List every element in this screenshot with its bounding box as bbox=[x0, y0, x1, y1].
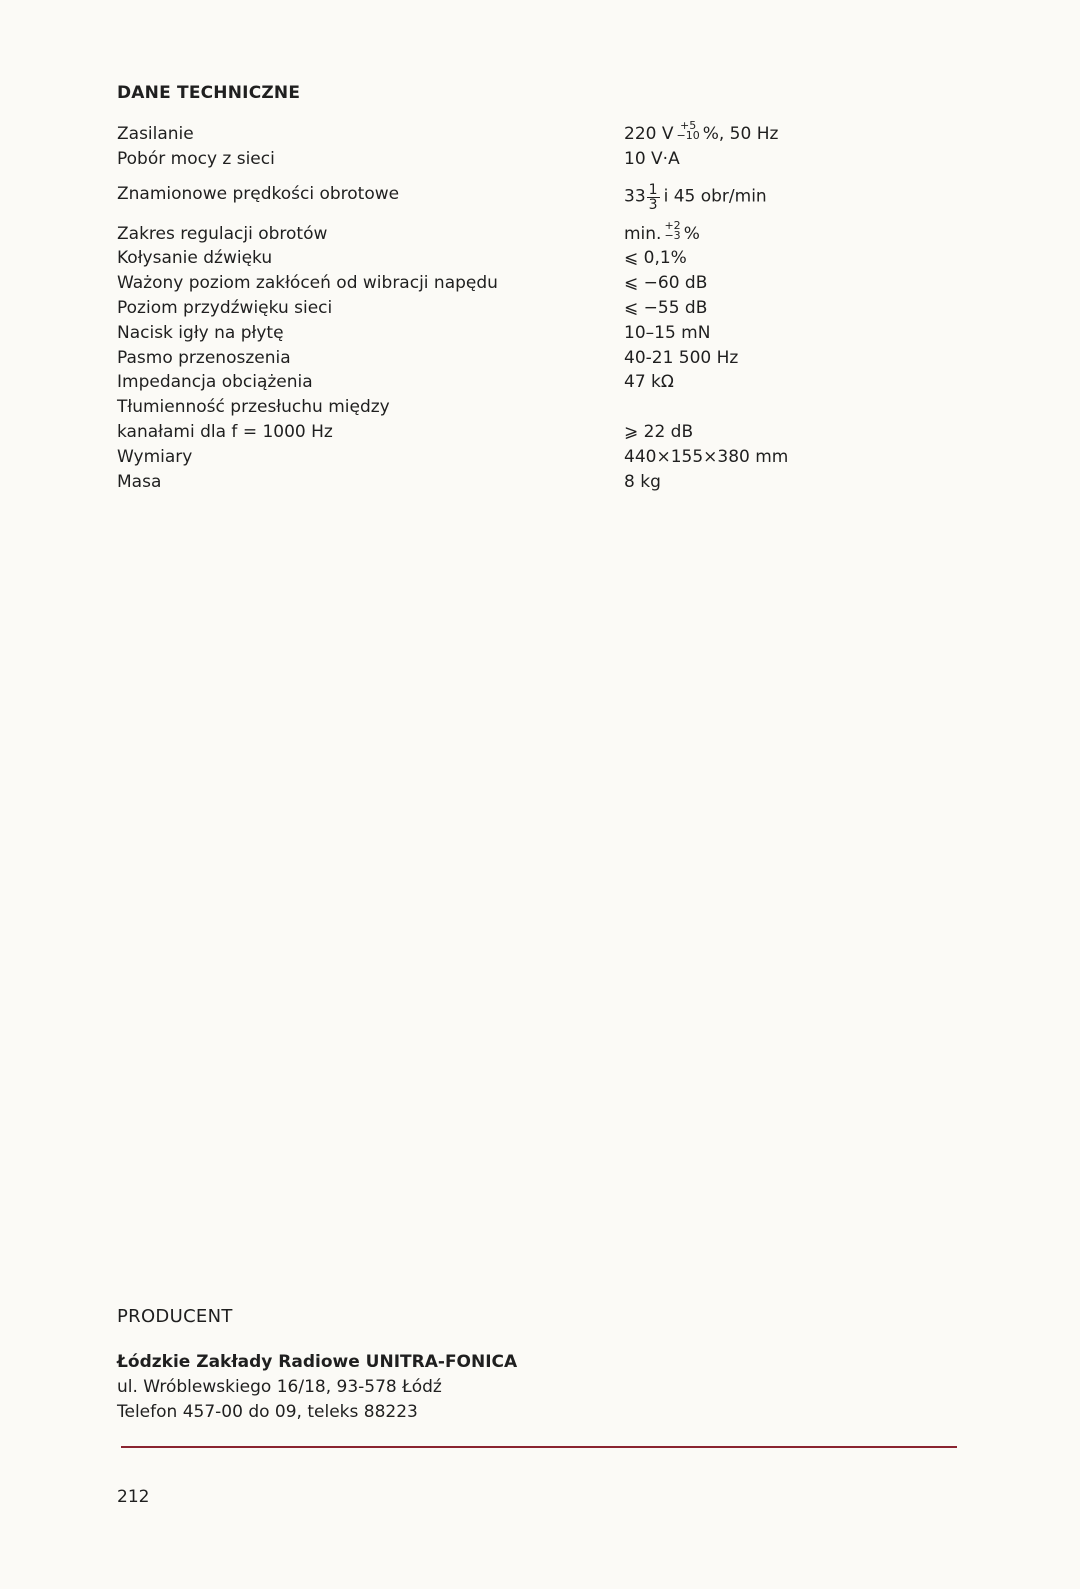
spec-value: ⩽ 0,1% bbox=[624, 248, 687, 269]
spec-value: 8 kg bbox=[624, 471, 661, 492]
spec-value: 10–15 mN bbox=[624, 322, 711, 343]
spec-value: 40-21 500 Hz bbox=[624, 347, 739, 368]
spec-value: ⩽ −60 dB bbox=[624, 273, 708, 294]
spec-label: Znamionowe prędkości obrotowe bbox=[117, 183, 400, 204]
page-number: 212 bbox=[117, 1487, 150, 1507]
producer-heading: PRODUCENT bbox=[117, 1306, 233, 1327]
spec-value bbox=[624, 218, 700, 247]
section-heading: DANE TECHNICZNE bbox=[117, 83, 301, 103]
tolerance bbox=[664, 218, 681, 242]
spec-label: kanałami dla f = 1000 Hz bbox=[117, 421, 333, 442]
spec-row-power-supply bbox=[117, 119, 857, 147]
fraction-numerator: 1 bbox=[648, 181, 658, 198]
spec-row-mass bbox=[117, 470, 857, 495]
spec-label: Impedancja obciążenia bbox=[117, 372, 313, 393]
spec-row-power-consumption bbox=[117, 147, 857, 172]
spec-row-hum-level bbox=[117, 296, 857, 321]
fraction bbox=[647, 183, 660, 212]
spec-value bbox=[624, 119, 779, 147]
value-suffix: %, 50 Hz bbox=[702, 124, 779, 144]
spec-row-crosstalk-line1 bbox=[117, 395, 857, 420]
spec-table bbox=[117, 119, 857, 494]
tolerance-minus: −10 bbox=[676, 129, 700, 142]
spec-row-load-impedance bbox=[117, 370, 857, 395]
spec-value: 10 V·A bbox=[624, 148, 680, 169]
value-suffix: i 45 obr/min bbox=[663, 186, 767, 207]
value-suffix: % bbox=[683, 223, 700, 244]
producer-phone: Telefon 457-00 do 09, teleks 88223 bbox=[117, 1402, 418, 1422]
spec-label: Kołysanie dźwięku bbox=[117, 248, 273, 269]
spec-label: Ważony poziom zakłóceń od wibracji napędu bbox=[117, 273, 498, 294]
producer-address: ul. Wróblewskiego 16/18, 93-578 Łódź bbox=[117, 1377, 442, 1397]
spec-value: ⩾ 22 dB bbox=[624, 421, 694, 442]
spec-row-dimensions bbox=[117, 445, 857, 470]
spec-value: 47 kΩ bbox=[624, 372, 674, 393]
spec-row-rumble bbox=[117, 271, 857, 296]
value-main: 33 bbox=[624, 186, 646, 207]
spec-label: Masa bbox=[117, 471, 162, 492]
tolerance-plus: +2 bbox=[664, 218, 681, 232]
tolerance-plus: +5 bbox=[679, 119, 697, 132]
tolerance-minus: −3 bbox=[664, 228, 681, 242]
spec-value bbox=[624, 182, 767, 211]
spec-row-wow-flutter bbox=[117, 246, 857, 271]
spec-label: Poziom przydźwięku sieci bbox=[117, 297, 333, 318]
footer-rule bbox=[121, 1446, 957, 1448]
value-main: min. bbox=[624, 223, 662, 244]
producer-name: Łódzkie Zakłady Radiowe UNITRA-FONICA bbox=[117, 1352, 518, 1372]
tolerance bbox=[676, 121, 699, 141]
spec-row-speed-adjustment bbox=[117, 218, 857, 247]
fraction-denominator: 3 bbox=[648, 196, 658, 213]
spec-label: Pasmo przenoszenia bbox=[117, 347, 291, 368]
value-main: 220 V bbox=[624, 124, 674, 144]
spec-label: Tłumienność przesłuchu między bbox=[117, 397, 390, 418]
spec-label: Wymiary bbox=[117, 446, 193, 467]
spec-row-rated-speeds bbox=[117, 182, 857, 212]
spec-value: 440×155×380 mm bbox=[624, 446, 789, 467]
spec-row-crosstalk-line2 bbox=[117, 420, 857, 445]
spec-label: Pobór mocy z sieci bbox=[117, 148, 275, 169]
spec-row-tracking-force bbox=[117, 321, 857, 346]
spec-label: Zakres regulacji obrotów bbox=[117, 223, 328, 244]
spec-value: ⩽ −55 dB bbox=[624, 297, 708, 318]
spec-label: Zasilanie bbox=[117, 124, 194, 144]
spec-label: Nacisk igły na płytę bbox=[117, 322, 284, 343]
spec-row-frequency-response bbox=[117, 346, 857, 371]
